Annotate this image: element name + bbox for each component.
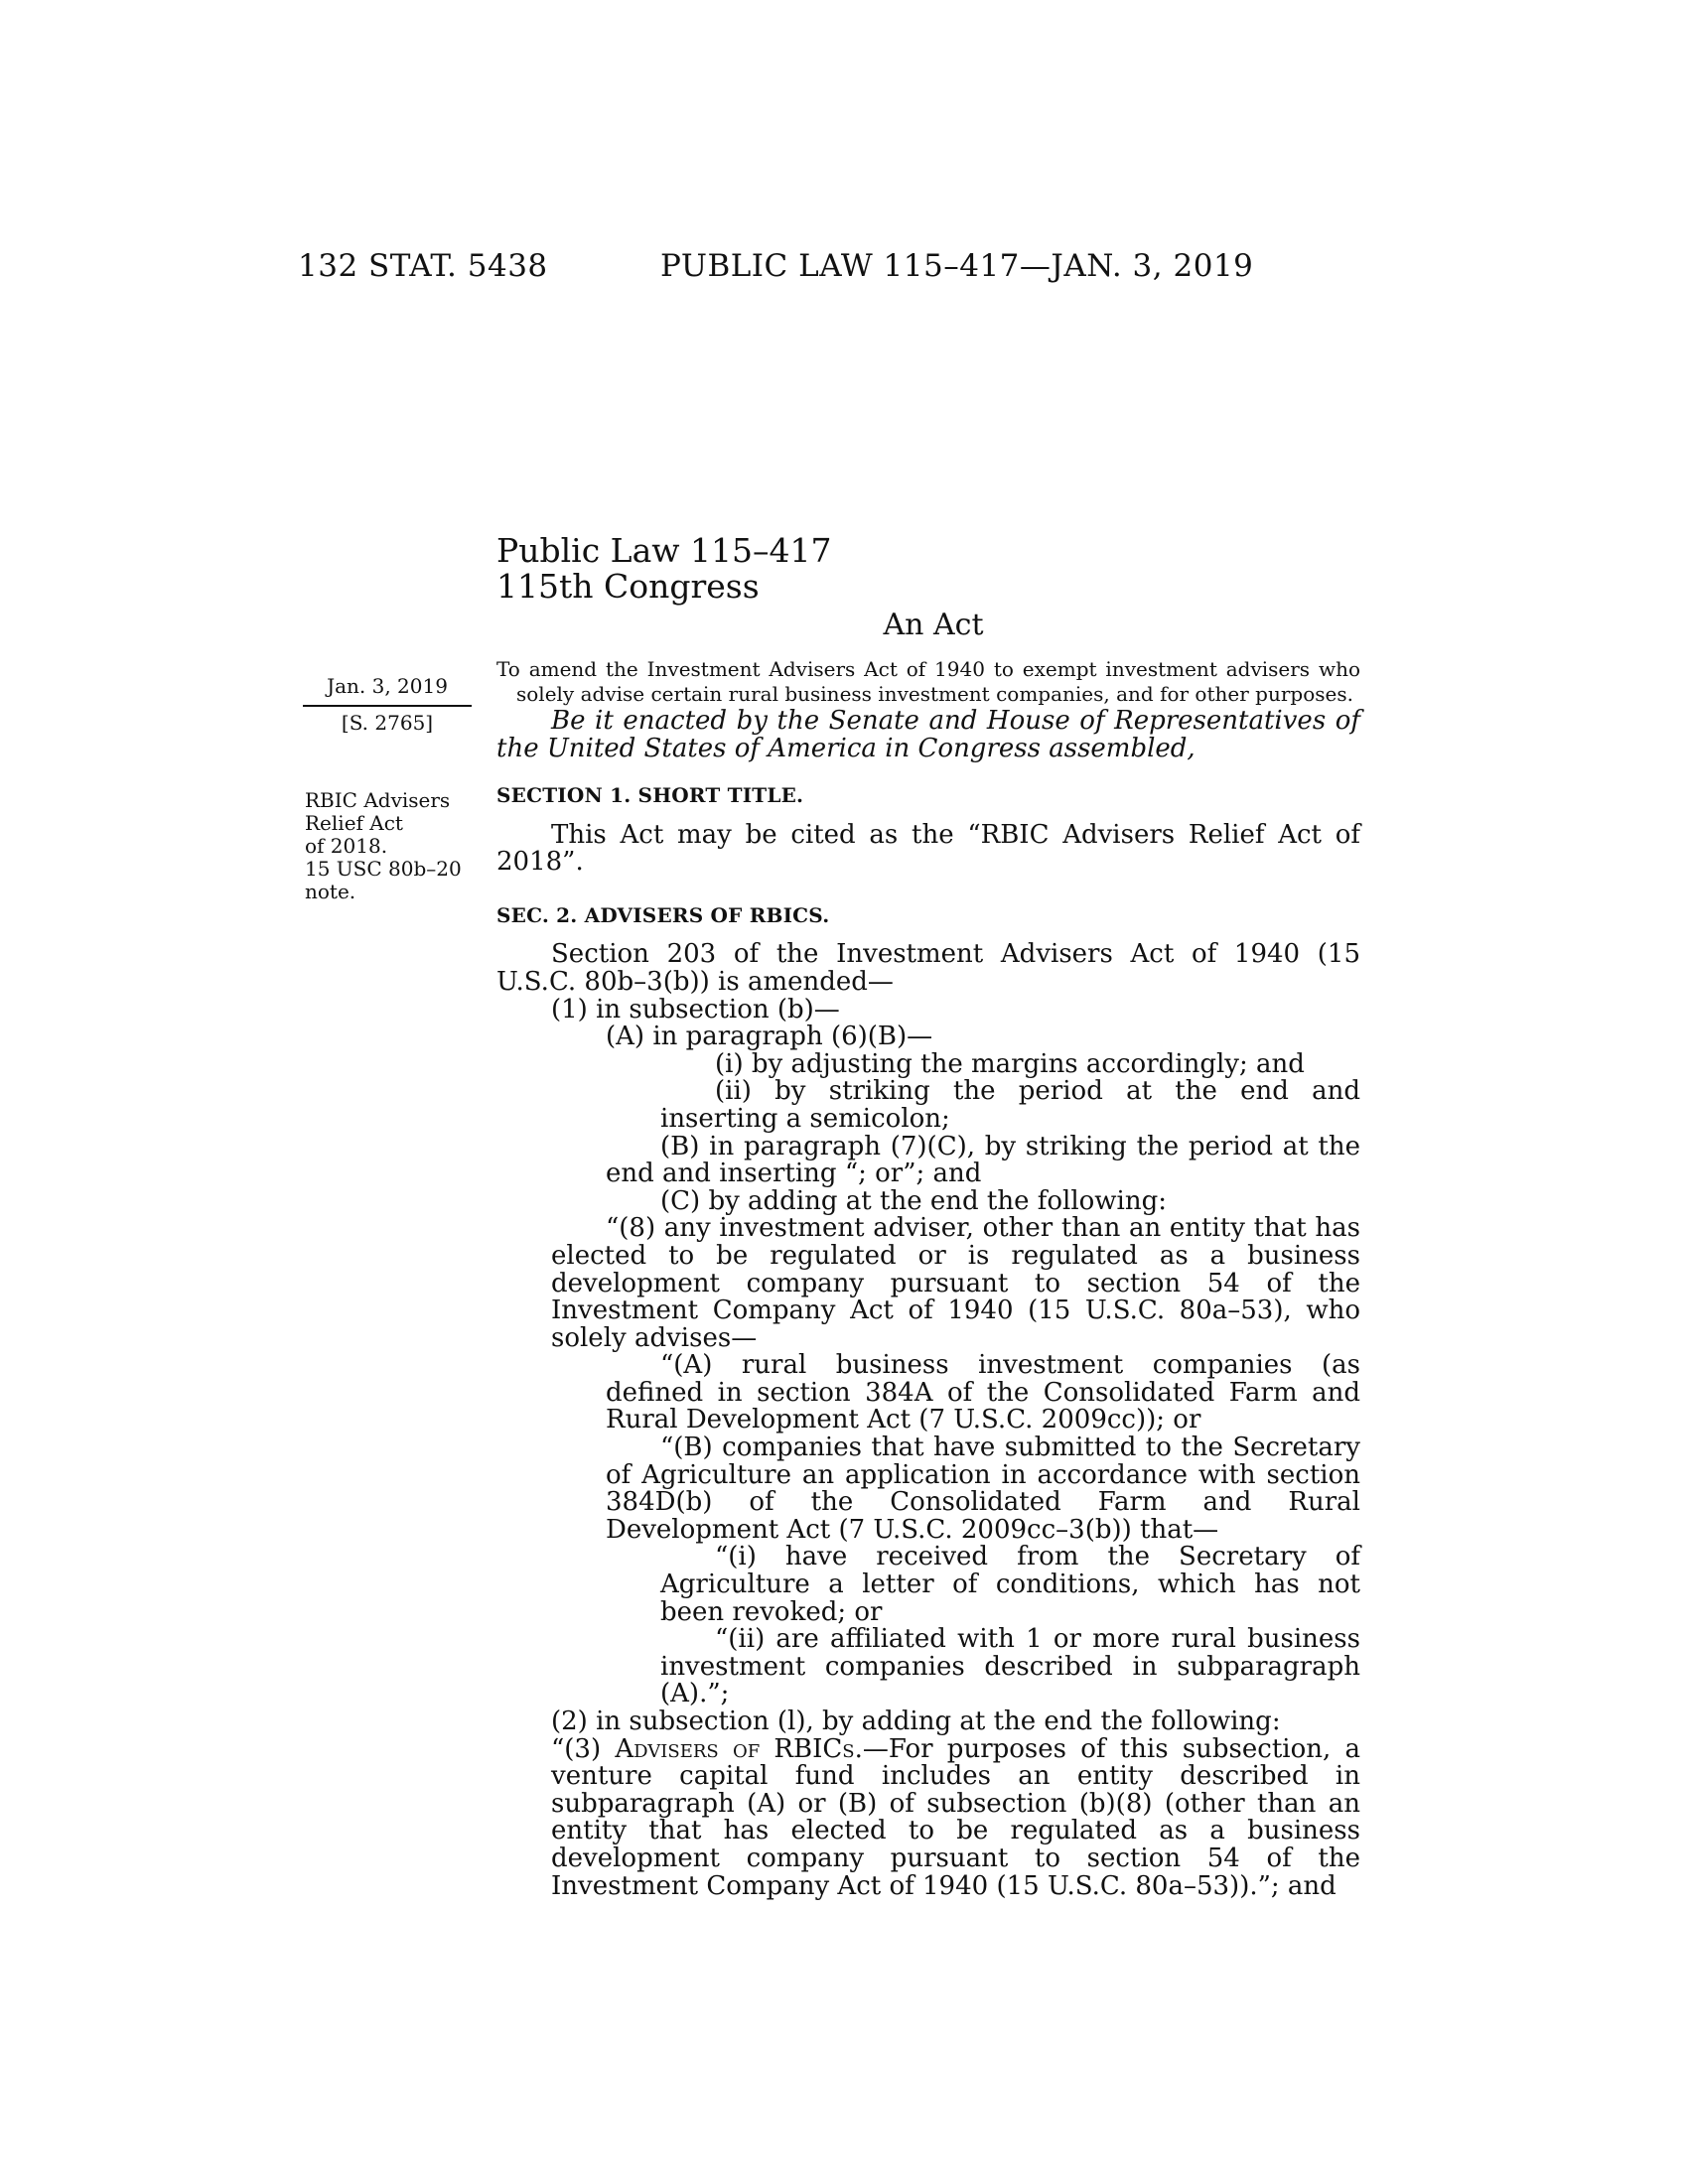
- margin-note-line: 15 USC 80b–20: [305, 857, 462, 881]
- clause-1Aii: (ii) by striking the period at the end and inserting a semicolon;: [660, 1076, 1360, 1134]
- section-2-heading: SEC. 2. ADVISERS OF RBICS.: [496, 902, 830, 927]
- subparagraph-1B: (B) in paragraph (7)(C), by striking the period at the end and inserting “; or”; and: [606, 1131, 1360, 1189]
- margin-note-line: Relief Act: [305, 811, 403, 835]
- an-act-heading: An Act: [883, 608, 984, 642]
- paragraph-2: (2) in subsection (l), by adding at the end the following:: [551, 1706, 1281, 1736]
- congress-number: 115th Congress: [496, 567, 760, 606]
- quoted-paragraph-3-caption: Advisers of RBICs.: [615, 1733, 863, 1764]
- quoted-subparagraph-8A: “(A) rural business investment companies (as defined in section 384A of the Consolidated Farm and Rural Development Act (7 U.S.C. 2009cc)); or: [606, 1350, 1360, 1435]
- section-2-intro: Section 203 of the Investment Advisers Act of 1940 (15 U.S.C. 80b–3(b)) is amended—: [496, 939, 1360, 997]
- quoted-clause-8Bi: “(i) have received from the Secretary of Agriculture a letter of conditions, which has not been revoked; or: [660, 1542, 1360, 1627]
- enacting-clause: Be it enacted by the Senate and House of Representatives of the United States of America in Congress assembled,: [496, 706, 1360, 763]
- clause-1Ai: (i) by adjusting the margins accordingly; and: [715, 1048, 1305, 1079]
- section-1-text: This Act may be cited as the “RBIC Advisers Relief Act of 2018”.: [496, 819, 1360, 878]
- purpose-clause: To amend the Investment Advisers Act of 1940 to exempt investment advisers who solely advise certain rural business investment companies, and for other purposes.: [496, 657, 1360, 706]
- margin-note-line: note.: [305, 880, 356, 903]
- margin-rule: [303, 705, 472, 707]
- page-number: 132 STAT. 5438: [298, 248, 548, 284]
- quoted-paragraph-8: “(8) any investment adviser, other than an entity that has elected to be regulated or is regulated as a business development company pursuant to section 54 of the Investment Company Act of 1940 (15 U.S.C. 80a–53), who solely advises—: [551, 1213, 1360, 1353]
- law-number: Public Law 115–417: [496, 531, 832, 570]
- quoted-subparagraph-8B: “(B) companies that have submitted to the Secretary of Agriculture an application in accordance with section 384D(b) of the Consolidated Farm and Rural Development Act (7 U.S.C. 2009cc–3(b)) that—: [606, 1433, 1360, 1545]
- margin-bill-number: [S. 2765]: [341, 711, 434, 735]
- quoted-paragraph-3-text: —For purposes of this subsection, a venture capital fund includes an entity described in subparagraph (A) or (B) of subsection (b)(8) (other than an entity that has elected to be regulated as a business development company pursuant to section 54 of the Investment Company Act of 1940 (15 U.S.C. 80a–53)).”; and: [551, 1733, 1360, 1901]
- law-body: [496, 657, 1360, 1900]
- section-1-heading: SECTION 1. SHORT TITLE.: [496, 783, 804, 807]
- quoted-paragraph-3-number: “(3): [551, 1733, 616, 1764]
- quoted-clause-8Bii: “(ii) are affiliated with 1 or more rural business investment companies described in subparagraph (A).”;: [660, 1624, 1360, 1709]
- margin-notes: [305, 789, 474, 903]
- paragraph-1: (1) in subsection (b)—: [551, 994, 840, 1024]
- subparagraph-1C: (C) by adding at the end the following:: [660, 1185, 1168, 1216]
- margin-note-line: of 2018.: [305, 834, 388, 858]
- margin-date: Jan. 3, 2019: [327, 674, 448, 698]
- subparagraph-1A: (A) in paragraph (6)(B)—: [606, 1022, 933, 1052]
- header-law-date: PUBLIC LAW 115–417—JAN. 3, 2019: [660, 248, 1254, 284]
- margin-note-line: RBIC Advisers: [305, 788, 451, 812]
- margin-date-box: [303, 675, 472, 735]
- quoted-paragraph-3: [496, 1733, 1360, 1901]
- law-title-block: [496, 533, 831, 605]
